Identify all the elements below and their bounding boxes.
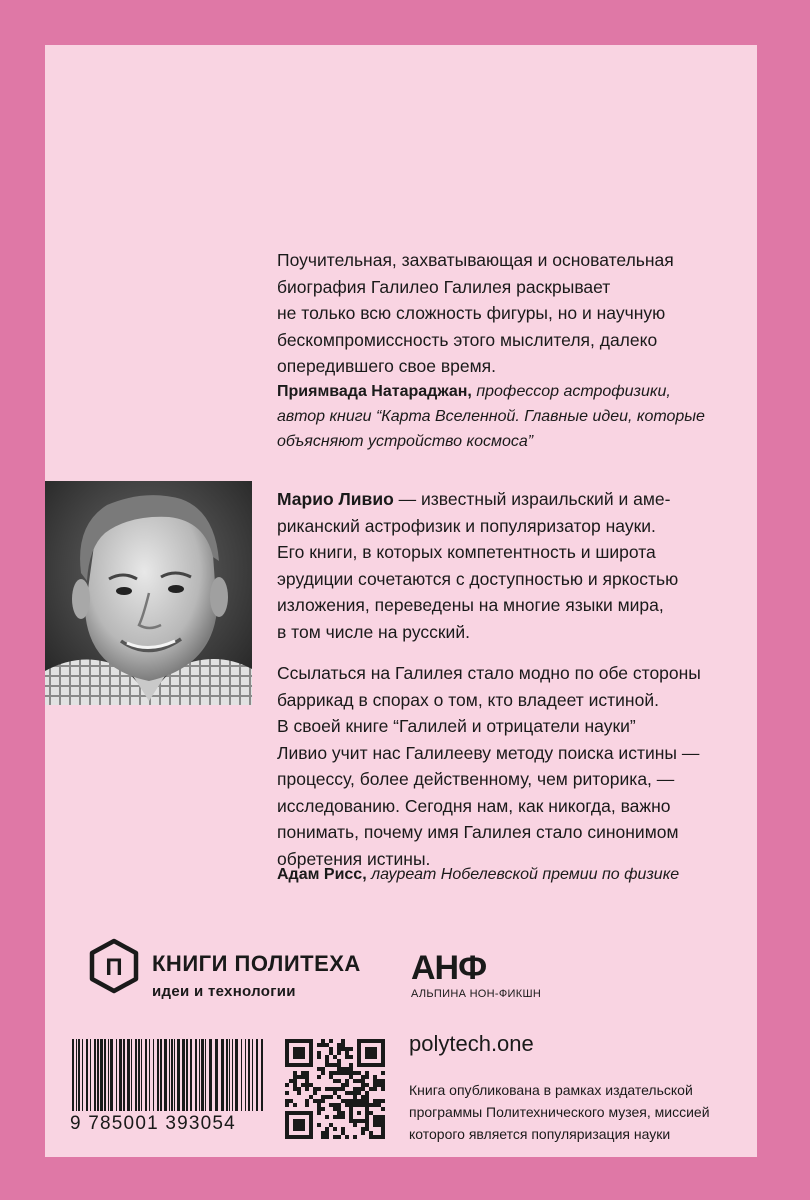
quote-bottom-line: Ссылаться на Галилея стало модно по обе стороны [277, 663, 701, 683]
bio-line: изложения, переведены на многие языки мира, [277, 595, 664, 615]
back-cover [45, 45, 757, 1157]
quote-top-line: опередившего свое время. [277, 356, 496, 376]
quote-bottom-line: баррикад в спорах о том, кто владеет истиной. [277, 689, 659, 710]
author-photo [45, 481, 252, 705]
quote-top-attribution [277, 379, 705, 454]
bio-line: риканский астрофизик и популяризатор науки. [277, 515, 656, 536]
bio-line: Его книги, в которых компетентность и широта [277, 542, 656, 562]
author-bio [277, 486, 678, 645]
anf-subtitle: АЛЬПИНА НОН-ФИКШН [411, 988, 542, 1000]
quote-bottom-line: Ливио учит нас Галилееву методу поиска истины — [277, 742, 700, 763]
bio-line: — известный израильский и аме- [393, 489, 671, 509]
quote-top-author-role: профессор астрофизики, [476, 383, 671, 400]
polytech-hexagon-icon [89, 938, 139, 999]
qr-code [285, 1039, 385, 1144]
quote-bottom-author-role: лауреат Нобелевской премии по физике [371, 866, 680, 883]
bio-line: эрудиции сочетаются с доступностью и яркостью [277, 568, 679, 589]
quote-top-line: не только всю сложность фигуры, но и научную [277, 303, 666, 323]
anf-mark: АНФ [411, 949, 487, 983]
quote-top-author-role: автор книги “Карта Вселенной. Главные идеи, которые [277, 408, 705, 425]
publisher-note-line: которого является популяризация науки [409, 1126, 671, 1142]
publisher-note [409, 1079, 710, 1145]
polytech-icon-letter: П [105, 954, 123, 981]
publisher-note-line: программы Политехнического музея, миссией [409, 1104, 710, 1120]
quote-bottom-attribution [277, 862, 679, 889]
quote-bottom-line: В своей книге “Галилей и отрицатели науки” [277, 716, 636, 736]
quote-top-author-role: объясняют устройство космоса” [277, 433, 534, 450]
quote-bottom-line: процессу, более действенному, чем риторика, — [277, 769, 675, 789]
barcode-number: 9 785001 393054 [70, 1113, 236, 1134]
quote-top [277, 247, 674, 380]
quote-top-line: Поучительная, захватывающая и основательная [277, 250, 674, 270]
quote-bottom-author: Адам Рисс, [277, 866, 367, 883]
quote-bottom [277, 660, 701, 872]
quote-top-line: бескомпромиссность этого мыслителя, далеко [277, 329, 658, 350]
website-link[interactable]: polytech.one [409, 1031, 534, 1056]
publisher-note-line: Книга опубликована в рамках издательской [409, 1082, 693, 1098]
quote-top-line: биография Галилео Галилея раскрывает [277, 276, 611, 297]
anf-logo [411, 949, 507, 988]
author-name: Марио Ливио [277, 489, 394, 509]
polytech-subtitle: идеи и технологии [152, 983, 296, 1000]
quote-bottom-line: обретения истины. [277, 848, 431, 869]
quote-bottom-line: понимать, почему имя Галилея стало синонимом [277, 822, 679, 842]
bio-line: в том числе на русский. [277, 621, 470, 642]
quote-top-author: Приямвада Натараджан, [277, 383, 472, 400]
polytech-title: КНИГИ ПОЛИТЕХА [152, 951, 361, 976]
barcode [70, 1039, 266, 1116]
quote-bottom-line: исследованию. Сегодня нам, как никогда, важно [277, 795, 671, 816]
